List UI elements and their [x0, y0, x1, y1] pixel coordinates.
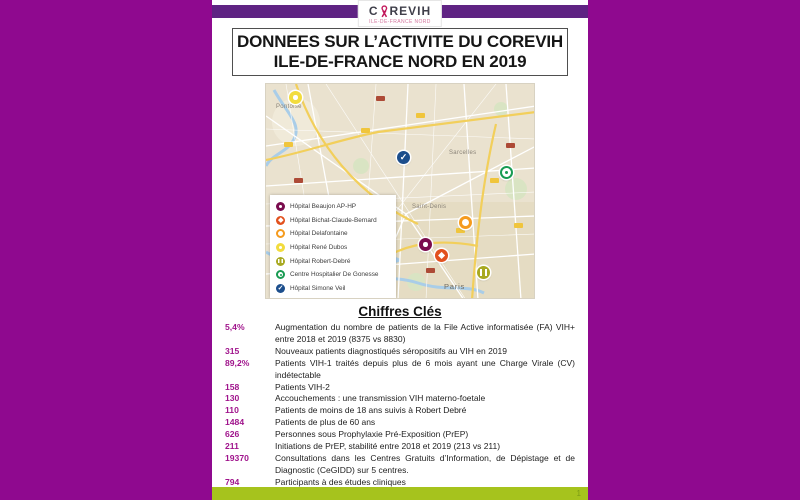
legend-item-beaujon [276, 200, 392, 214]
stat-row [225, 382, 575, 394]
stat-value: 794 [225, 476, 240, 487]
stat-value: 315 [225, 345, 240, 356]
legend-marker-icon [276, 270, 285, 279]
stat-text: Augmentation du nombre de patients de la File Active informatisée (FA) VIH+ entre 2018 et 2019 (8375 vs 8830) [275, 322, 575, 344]
stat-value: 158 [225, 381, 240, 392]
stat-row [225, 417, 575, 429]
logo-text [369, 5, 431, 18]
key-figures-section [212, 304, 588, 489]
legend-marker-icon [276, 216, 285, 225]
stat-text: Accouchements : une transmission VIH materno-foetale [275, 393, 486, 404]
stat-text: Patients de plus de 60 ans [275, 417, 376, 428]
stat-text: Nouveaux patients diagnostiqués séropositifs au VIH en 2019 [275, 345, 508, 356]
page-number: 1 [576, 489, 581, 498]
stat-text: Personnes sous Prophylaxie Pré-Exposition (PrEP) [275, 429, 469, 440]
key-figures-list [212, 322, 588, 489]
logo-letter-c: C [368, 4, 379, 18]
stat-text: Initiations de PrEP, stabilité entre 2018 et 2019 (213 vs 211) [275, 441, 501, 452]
stat-row [225, 322, 575, 346]
stat-text: Patients de moins de 18 ans suivis à Robert Debré [275, 405, 467, 416]
map-legend [270, 195, 396, 298]
legend-label: Hôpital Beaujon AP-HP [290, 203, 357, 211]
stat-row [225, 405, 575, 417]
stat-value: 626 [225, 429, 240, 440]
corevih-logo [358, 0, 442, 27]
legend-marker-icon [276, 257, 285, 266]
awareness-ribbon-icon [379, 5, 388, 18]
stat-row [225, 346, 575, 358]
stat-value: 211 [225, 441, 239, 452]
legend-label: Centre Hospitalier De Gonesse [290, 271, 379, 279]
legend-item-robert-debre [276, 254, 392, 268]
map-marker-hopital-robert-debre [477, 266, 490, 279]
document-page [212, 0, 588, 500]
legend-marker-icon [276, 229, 285, 238]
logo-subtext: ILE-DE-FRANCE NORD [369, 19, 431, 25]
title-line1: DONNEES SUR L’ACTIVITE DU COREVIH [237, 32, 563, 51]
legend-marker-icon [276, 243, 285, 252]
title-line2: ILE-DE-FRANCE NORD EN 2019 [273, 52, 527, 71]
map [265, 83, 535, 299]
map-marker-hopital-bichat [435, 249, 448, 262]
stat-row [225, 358, 575, 382]
stat-value: 110 [225, 405, 239, 416]
key-figures-heading: Chiffres Clés [358, 304, 442, 319]
stat-value: 19370 [225, 452, 249, 463]
stat-row [225, 453, 575, 477]
title-box [232, 28, 568, 76]
map-marker-hopital-beaujon [419, 238, 432, 251]
stat-text: Participants à des études cliniques [275, 476, 406, 487]
stat-value: 130 [225, 393, 240, 404]
map-marker-hopital-delafontaine [459, 216, 472, 229]
legend-label: Hôpital René Dubos [290, 243, 348, 251]
page-header [212, 0, 588, 26]
legend-item-simone-veil [276, 281, 392, 295]
stat-value: 89,2% [225, 357, 250, 368]
stat-row [225, 441, 575, 453]
legend-item-delafontaine [276, 227, 392, 241]
map-label-sarcelles: Sarcelles [449, 150, 477, 156]
map-label-pontoise: Pontoise [276, 104, 302, 110]
map-label-saint-denis: Saint-Denis [412, 204, 447, 210]
stat-text: Patients VIH-2 [275, 381, 330, 392]
legend-label: Hôpital Delafontaine [290, 230, 348, 238]
map-label-paris: Paris [444, 282, 466, 291]
map-marker-hopital-simone-veil [397, 151, 410, 164]
stat-text: Patients VIH-1 traités depuis plus de 6 mois ayant une Charge Virale (CV) indétectable [275, 357, 575, 380]
legend-label: Hôpital Robert-Debré [290, 257, 351, 265]
footer-bar [212, 487, 588, 500]
legend-item-bichat [276, 213, 392, 227]
logo-letters-revih: REVIH [389, 4, 432, 18]
map-marker-hopital-rene-dubos [289, 91, 302, 104]
stat-text: Consultations dans les Centres Gratuits d’Information, de Dépistage et de Diagnostic (CeGIDD) sur 5 centres. [275, 452, 575, 475]
stat-row [225, 429, 575, 441]
legend-item-rene-dubos [276, 241, 392, 255]
legend-label: Hôpital Simone Veil [290, 284, 346, 292]
legend-marker-icon [276, 202, 285, 211]
stat-row [225, 393, 575, 405]
legend-item-gonesse [276, 268, 392, 282]
legend-marker-icon [276, 284, 285, 293]
stat-value: 1484 [225, 417, 245, 428]
stat-value: 5,4% [225, 322, 245, 332]
map-marker-ch-gonesse [500, 166, 513, 179]
legend-label: Hôpital Bichat-Claude-Bernard [290, 216, 377, 224]
